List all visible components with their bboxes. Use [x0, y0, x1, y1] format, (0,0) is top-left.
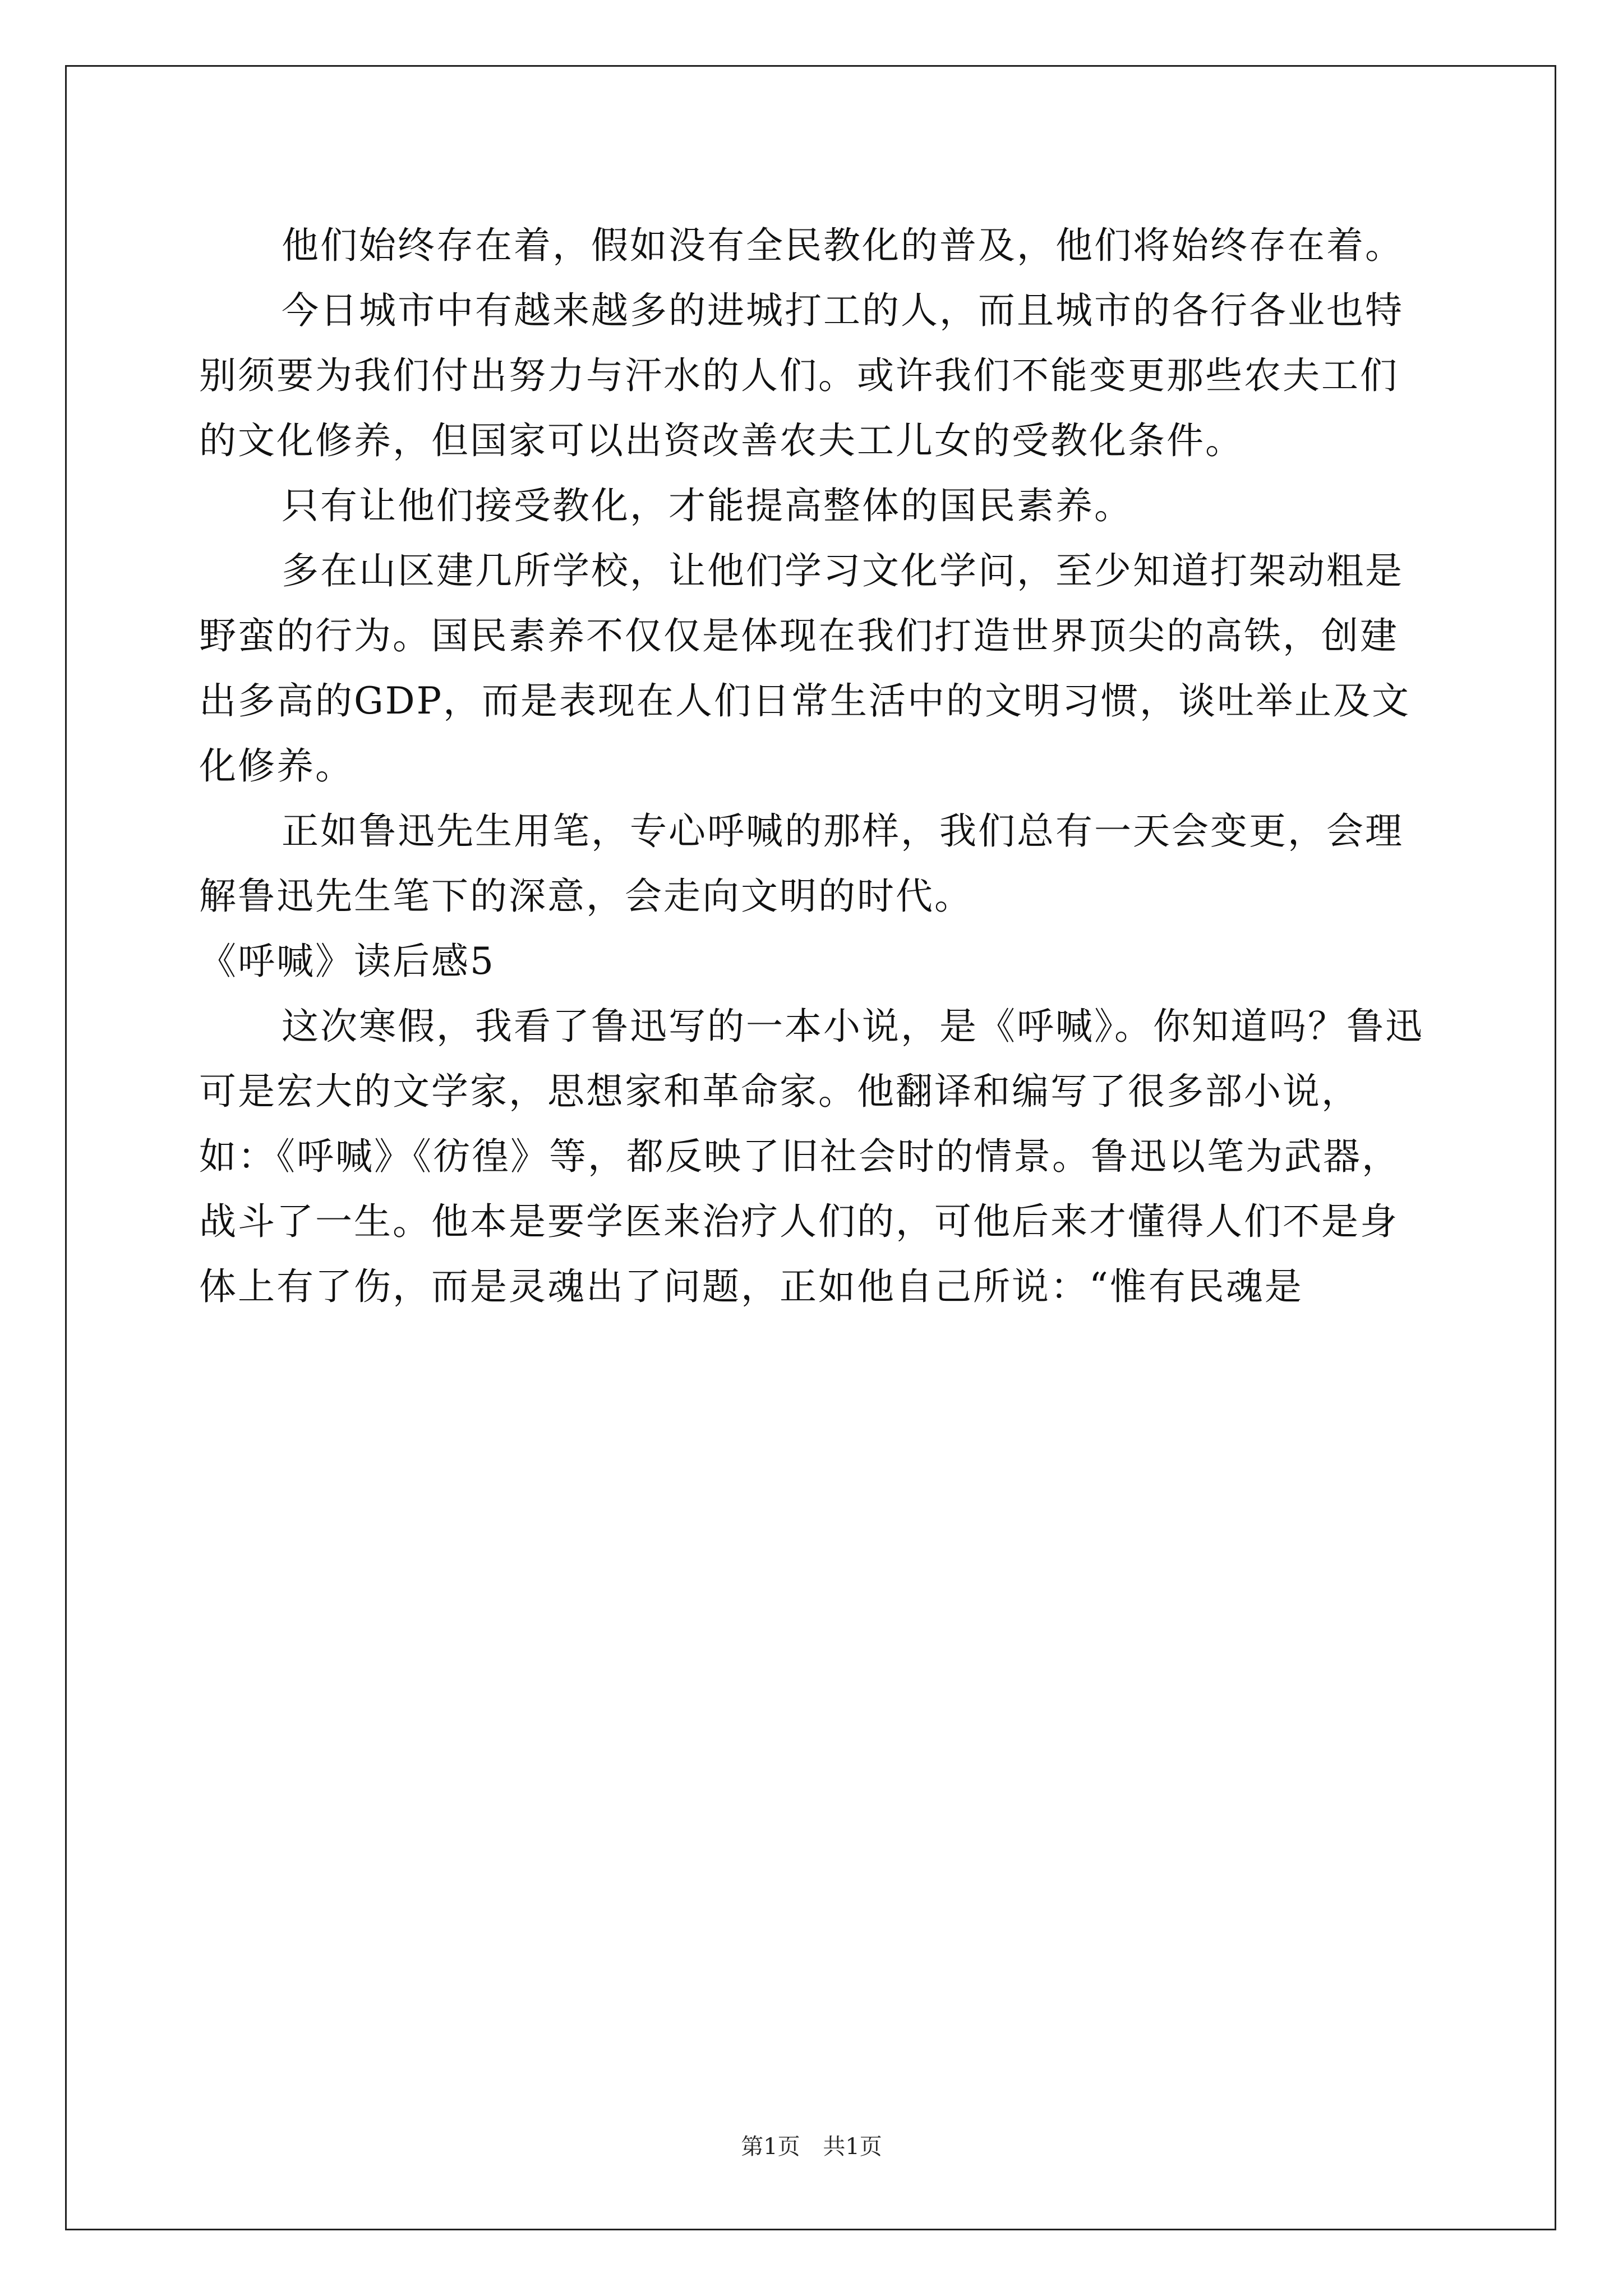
- paragraph: 这次寒假，我看了鲁迅写的一本小说，是《呼喊》。你知道吗？鲁迅可是宏大的文学家，思想家和革命家。他翻译和编写了很多部小说，如：《呼喊》《彷徨》等，都反映了旧社会时的情景。鲁迅以笔为武器，战斗了一生。他本是要学医来治疗人们的，可他后来才懂得人们不是身体上有了伤，而是灵魂出了问题，正如他自己所说：“惟有民魂是: [199, 1005, 1424, 1308]
- paragraph: 今日城市中有越来越多的进城打工的人，而且城市的各行各业也特别须要为我们付出努力与汗水的人们。或许我们不能变更那些农夫工们的文化修养，但国家可以出资改善农夫工儿女的受教化条件。: [199, 289, 1404, 462]
- paragraph: 正如鲁迅先生用笔，专心呼喊的那样，我们总有一天会变更，会理解鲁迅先生笔下的深意，会走向文明的时代。: [199, 809, 1404, 918]
- paragraph: 多在山区建几所学校，让他们学习文化学问，至少知道打架动粗是野蛮的行为。国民素养不仅仅是体现在我们打造世界顶尖的高铁，创建出多高的GDP，而是表现在人们日常生活中的文明习惯，谈吐举止及文化修养。: [199, 549, 1411, 788]
- page-footer: [0, 2129, 1623, 2161]
- paragraph: 他们始终存在着，假如没有全民教化的普及，他们将始终存在着。: [282, 224, 1404, 267]
- section-heading: 《呼喊》读后感5: [199, 940, 495, 983]
- page-total: 共1页: [823, 2134, 882, 2160]
- page-number: 第1页: [741, 2134, 800, 2160]
- document-body: [199, 213, 1433, 1319]
- paragraph: 只有让他们接受教化，才能提高整体的国民素养。: [282, 484, 1133, 527]
